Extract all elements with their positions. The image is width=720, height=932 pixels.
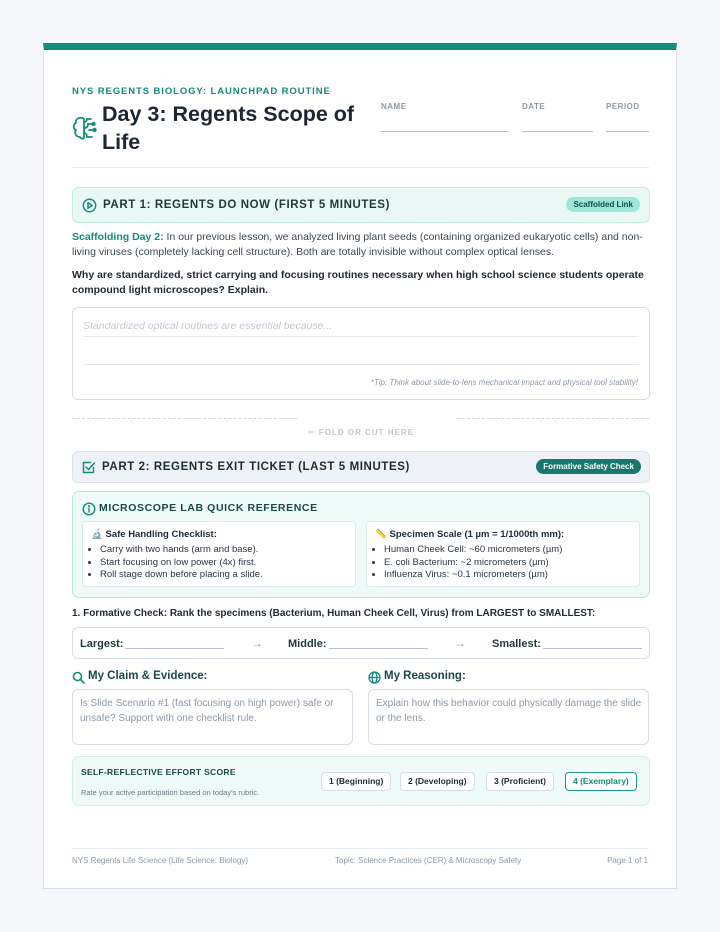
scaffold-label: Scaffolding Day 2: — [72, 231, 164, 243]
scale-list — [384, 544, 562, 582]
scissors-icon: ✂ — [307, 428, 319, 437]
ranking-box — [72, 627, 650, 659]
globe-icon — [368, 671, 381, 684]
scale-card — [366, 521, 640, 587]
score-option-2[interactable]: 2 (Developing) — [400, 772, 475, 791]
course-eyebrow: NYS REGENTS BIOLOGY: LAUNCHPAD ROUTINE — [72, 86, 331, 97]
reasoning-placeholder: Explain how this behavior could physically damage the slide or the lens. — [376, 698, 642, 724]
footer-topic: Topic: Science Practices (CER) & Microscopy Safety — [335, 856, 522, 865]
footer-divider — [72, 848, 649, 849]
handling-heading: 🔬 Safe Handling Checklist: — [91, 529, 217, 540]
part1-header — [72, 187, 650, 223]
arrow-right-icon: → — [454, 636, 466, 650]
date-field[interactable] — [522, 131, 593, 132]
score-option-1[interactable]: 1 (Beginning) — [321, 772, 391, 791]
answer-placeholder: Standardized optical routines are essential because... — [83, 320, 333, 332]
footer-course: NYS Regents Life Science (Life Science: Biology) — [72, 856, 249, 865]
list-item: • Start focusing on low power (4x) first. — [100, 557, 263, 570]
part2-header — [72, 451, 650, 483]
list-item: • Human Cheek Cell: ~60 micrometers (µm) — [384, 544, 562, 557]
answer-line — [83, 364, 639, 365]
list-item: • Roll stage down before placing a slide. — [100, 569, 263, 582]
smallest-label: Smallest: — [492, 638, 541, 650]
middle-label: Middle: — [288, 638, 327, 650]
reasoning-label: My Reasoning: — [384, 670, 466, 682]
period-field[interactable] — [606, 131, 649, 132]
part2-title: PART 2: REGENTS EXIT TICKET (LAST 5 MINUTES) — [102, 461, 410, 473]
arrow-right-icon: → — [251, 636, 263, 650]
scale-heading: 📏 Specimen Scale (1 µm = 1/1000th mm): — [375, 529, 565, 540]
info-icon — [82, 502, 96, 516]
date-label: DATE — [522, 102, 546, 111]
header-divider — [72, 167, 649, 168]
search-icon — [72, 671, 85, 684]
answer-line — [83, 336, 639, 337]
scaffolded-link-badge: Scaffolded Link — [566, 197, 640, 212]
handling-list — [100, 544, 263, 582]
scaffold-paragraph — [72, 230, 650, 260]
ranking-prompt: 1. Formative Check: Rank the specimens (Bacterium, Human Cheek Cell, Virus) from LARGEST to SMALLEST: — [72, 608, 596, 619]
formative-safety-badge: Formative Safety Check — [536, 459, 641, 474]
answer-tip: *Tip: Think about slide-to-lens mechanical impact and physical tool stability! — [370, 378, 638, 387]
cut-line-left — [72, 418, 297, 419]
claim-placeholder: Is Slide Scenario #1 (fast focusing on high power) safe or unsafe? Support with one checklist rule. — [80, 698, 334, 724]
microscope-icon: 🔬 — [91, 529, 103, 540]
cut-label-text: FOLD OR CUT HERE — [318, 428, 415, 437]
scaffold-text: In our previous lesson, we analyzed living plant seeds (containing organized eukaryotic cells) and non-living viruses (completely lacking cell structure). Both are totally invisible without complex optical lenses. — [72, 231, 643, 258]
worksheet-page — [43, 43, 677, 889]
middle-field[interactable] — [329, 648, 428, 649]
period-label: PERIOD — [606, 102, 640, 111]
name-label: NAME — [381, 102, 407, 111]
page-title: Day 3: Regents Scope of Life — [102, 102, 355, 154]
effort-subtitle: Rate your active participation based on today's rubric. — [81, 788, 260, 797]
effort-title: SELF-REFLECTIVE EFFORT SCORE — [81, 767, 236, 777]
microscope-reference — [72, 491, 650, 598]
list-item: • E. coli Bacterium: ~2 micrometers (µm) — [384, 557, 562, 570]
ruler-icon: 📏 — [375, 529, 387, 540]
brain-icon — [71, 114, 97, 142]
reference-title: MICROSCOPE LAB QUICK REFERENCE — [99, 502, 318, 514]
name-field[interactable] — [381, 131, 509, 132]
footer-page: Page 1 of 1 — [607, 856, 648, 865]
largest-label: Largest: — [80, 638, 124, 650]
reasoning-answer-box[interactable] — [368, 689, 649, 745]
part1-question: Why are standardized, strict carrying and focusing routines necessary when high school science students operate compound light microscopes? Explain. — [72, 269, 644, 296]
cut-line-right — [457, 418, 649, 419]
largest-field[interactable] — [125, 648, 224, 649]
score-option-3[interactable]: 3 (Proficient) — [486, 772, 554, 791]
list-item: • Influenza Virus: ~0.1 micrometers (µm) — [384, 569, 562, 582]
smallest-field[interactable] — [543, 648, 642, 649]
cut-label — [72, 428, 650, 437]
claim-answer-box[interactable] — [72, 689, 353, 745]
checkbox-icon — [81, 460, 96, 475]
play-circle-icon — [82, 198, 97, 213]
score-option-4-selected[interactable]: 4 (Exemplary) — [565, 772, 637, 791]
effort-score-panel — [72, 756, 650, 806]
part1-answer-box[interactable] — [72, 307, 650, 400]
list-item: • Carry with two hands (arm and base). — [100, 544, 263, 557]
part1-title: PART 1: REGENTS DO NOW (FIRST 5 MINUTES) — [103, 199, 391, 211]
handling-card — [82, 521, 356, 587]
claim-label: My Claim & Evidence: — [88, 670, 208, 682]
